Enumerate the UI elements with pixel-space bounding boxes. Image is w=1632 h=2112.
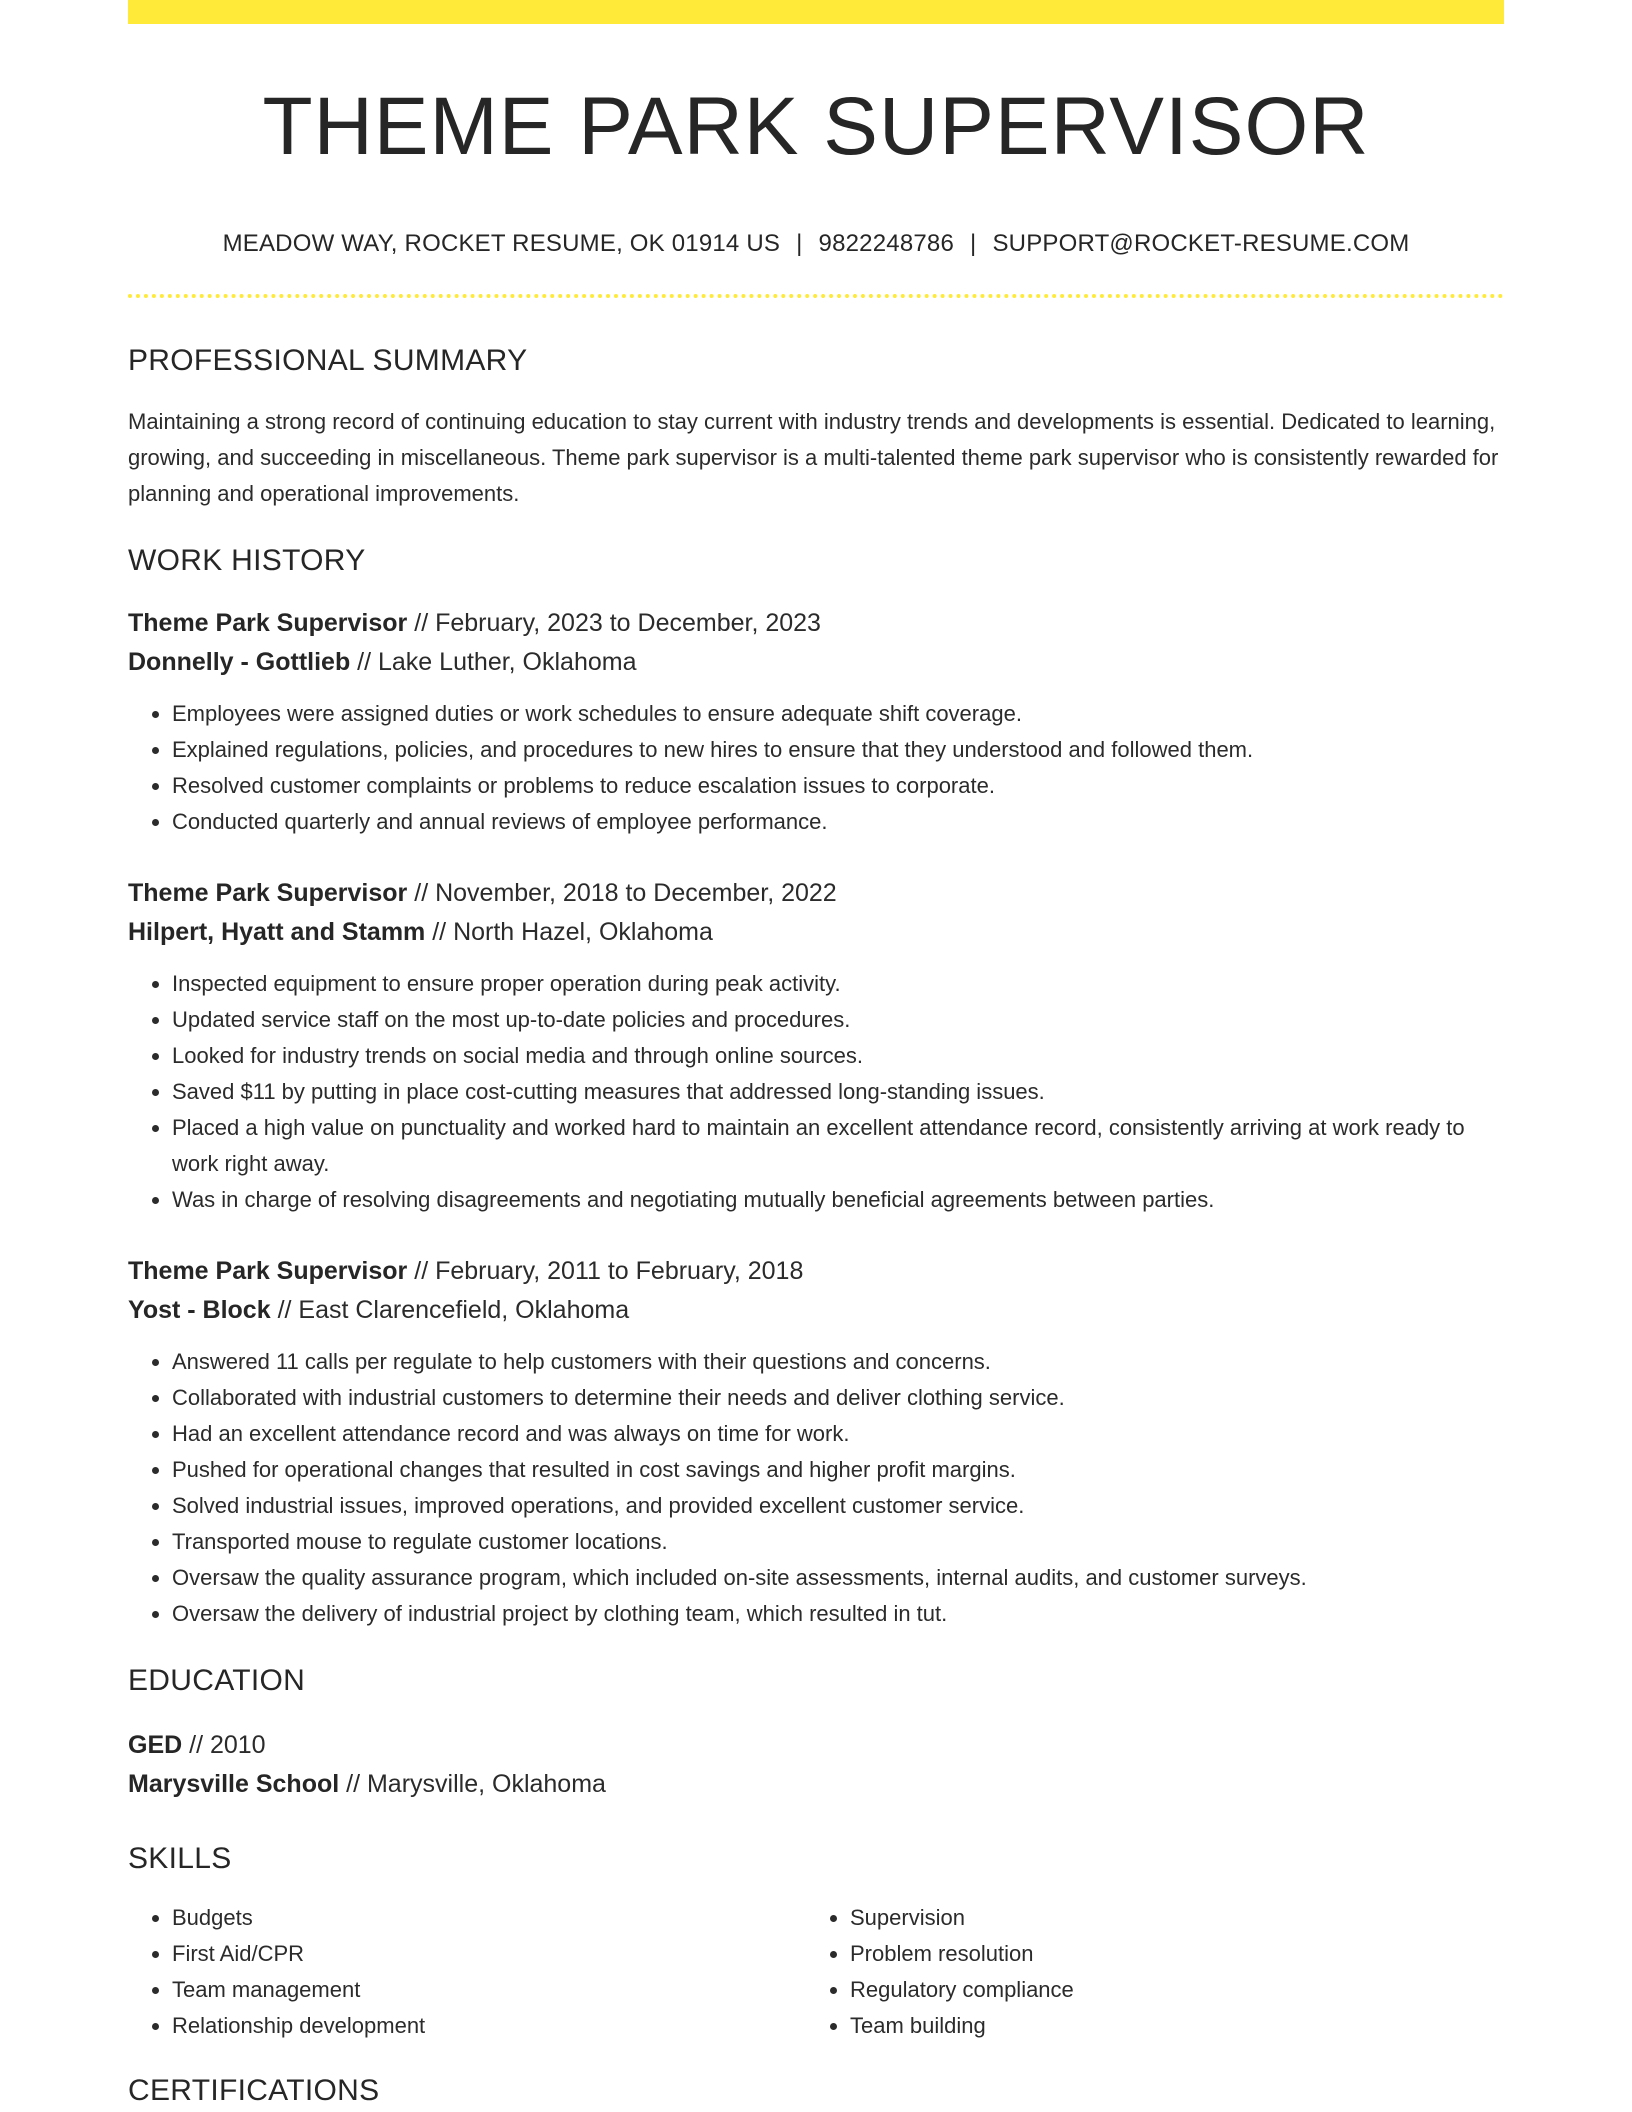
job-bullet: • Explained regulations, policies, and procedures to new hires to ensure that they understood and followed them.: [172, 732, 1504, 768]
certifications-heading: CERTIFICATIONS: [128, 2074, 380, 2107]
job-role-line: [128, 874, 1504, 913]
dotted-divider: [128, 294, 1504, 298]
education-degree-line: [128, 1726, 1504, 1765]
job-bullet: • Resolved customer complaints or problems to reduce escalation issues to corporate.: [172, 768, 1504, 804]
job-bullet: • Oversaw the delivery of industrial project by clothing team, which resulted in tut.: [172, 1596, 1504, 1632]
job-bullet: • Had an excellent attendance record and was always on time for work.: [172, 1416, 1504, 1452]
work-history-heading: WORK HISTORY: [128, 544, 366, 577]
job-role: Theme Park Supervisor: [128, 1257, 408, 1285]
skill-item: • Supervision: [850, 1900, 1484, 1936]
job-company: Hilpert, Hyatt and Stamm: [128, 918, 426, 946]
job-role: Theme Park Supervisor: [128, 879, 408, 907]
skills-column-right: [806, 1900, 1484, 2044]
job-company-line: [128, 643, 1504, 682]
skill-item: • First Aid/CPR: [172, 1936, 806, 1972]
job-bullet: • Collaborated with industrial customers to determine their needs and deliver clothing service.: [172, 1380, 1504, 1416]
job-role-line: [128, 1252, 1504, 1291]
education-year: // 2010: [182, 1731, 266, 1759]
email: SUPPORT@ROCKET-RESUME.COM: [992, 230, 1410, 257]
education-degree: GED: [128, 1731, 183, 1759]
job-bullet: • Placed a high value on punctuality and worked hard to maintain an excellent attendance record, consistently arriving at work ready to work right away.: [172, 1110, 1504, 1182]
skills-heading: SKILLS: [128, 1842, 232, 1875]
job-bullet: • Inspected equipment to ensure proper operation during peak activity.: [172, 966, 1504, 1002]
job-bullet: • Oversaw the quality assurance program, which included on-site assessments, internal audits, and customer surveys.: [172, 1560, 1504, 1596]
job-dates: // February, 2011 to February, 2018: [407, 1257, 804, 1285]
job-bullet: • Pushed for operational changes that resulted in cost savings and higher profit margins.: [172, 1452, 1504, 1488]
skill-item: • Problem resolution: [850, 1936, 1484, 1972]
skills-column-left: [128, 1900, 806, 2044]
resume-page: [128, 0, 1504, 2106]
job-bullet: • Transported mouse to regulate customer locations.: [172, 1524, 1504, 1560]
summary-heading: PROFESSIONAL SUMMARY: [128, 344, 528, 377]
job-location: // East Clarencefield, Oklahoma: [270, 1296, 630, 1324]
job-bullet: • Employees were assigned duties or work schedules to ensure adequate shift coverage.: [172, 696, 1504, 732]
job-bullet: • Solved industrial issues, improved operations, and provided excellent customer service.: [172, 1488, 1504, 1524]
job-entry: [128, 874, 1504, 1218]
job-entry: [128, 604, 1504, 840]
summary-text: Maintaining a strong record of continuing education to stay current with industry trends and developments is essential. Dedicated to learning, growing, and succeeding in miscellaneous. Theme park supervisor is a multi-talented theme park supervisor who is consistently rewarded for planning and operational improvements.: [128, 409, 1499, 506]
job-dates: // February, 2023 to December, 2023: [407, 609, 821, 637]
skill-item: • Team management: [172, 1972, 806, 2008]
contact-separator: |: [970, 230, 977, 257]
skill-item: • Budgets: [172, 1900, 806, 1936]
job-bullet: • Looked for industry trends on social media and through online sources.: [172, 1038, 1504, 1074]
education-school: Marysville School: [128, 1770, 340, 1798]
phone: 9822248786: [818, 230, 955, 257]
job-dates: // November, 2018 to December, 2022: [407, 879, 837, 907]
education-entry: [128, 1726, 1504, 1804]
job-bullets: [128, 966, 1504, 1218]
education-school-line: [128, 1765, 1504, 1804]
skills-grid: [128, 1900, 1504, 2044]
job-company-line: [128, 1291, 1504, 1330]
job-entry: [128, 1252, 1504, 1632]
job-company: Yost - Block: [128, 1296, 271, 1324]
job-role: Theme Park Supervisor: [128, 609, 408, 637]
job-bullets: [128, 696, 1504, 840]
job-bullet: • Saved $11 by putting in place cost-cutting measures that addressed long-standing issues.: [172, 1074, 1504, 1110]
address: MEADOW WAY, ROCKET RESUME, OK 01914 US: [222, 230, 781, 257]
job-role-line: [128, 604, 1504, 643]
contact-line: [128, 232, 1504, 256]
contact-separator: |: [796, 230, 803, 257]
resume-title: THEME PARK SUPERVISOR: [262, 81, 1370, 172]
job-bullet: • Conducted quarterly and annual reviews of employee performance.: [172, 804, 1504, 840]
job-bullets: [128, 1344, 1504, 1632]
education-heading: EDUCATION: [128, 1664, 306, 1697]
job-company-line: [128, 913, 1504, 952]
job-company: Donnelly - Gottlieb: [128, 648, 351, 676]
job-bullet: • Answered 11 calls per regulate to help customers with their questions and concerns.: [172, 1344, 1504, 1380]
education-location: // Marysville, Oklahoma: [339, 1770, 606, 1798]
job-bullet: • Updated service staff on the most up-to-date policies and procedures.: [172, 1002, 1504, 1038]
skill-item: • Team building: [850, 2008, 1484, 2044]
job-bullet: • Was in charge of resolving disagreements and negotiating mutually beneficial agreements between parties.: [172, 1182, 1504, 1218]
skill-item: • Relationship development: [172, 2008, 806, 2044]
job-location: // North Hazel, Oklahoma: [425, 918, 713, 946]
job-location: // Lake Luther, Oklahoma: [350, 648, 637, 676]
skill-item: • Regulatory compliance: [850, 1972, 1484, 2008]
top-accent-bar: [128, 0, 1504, 24]
